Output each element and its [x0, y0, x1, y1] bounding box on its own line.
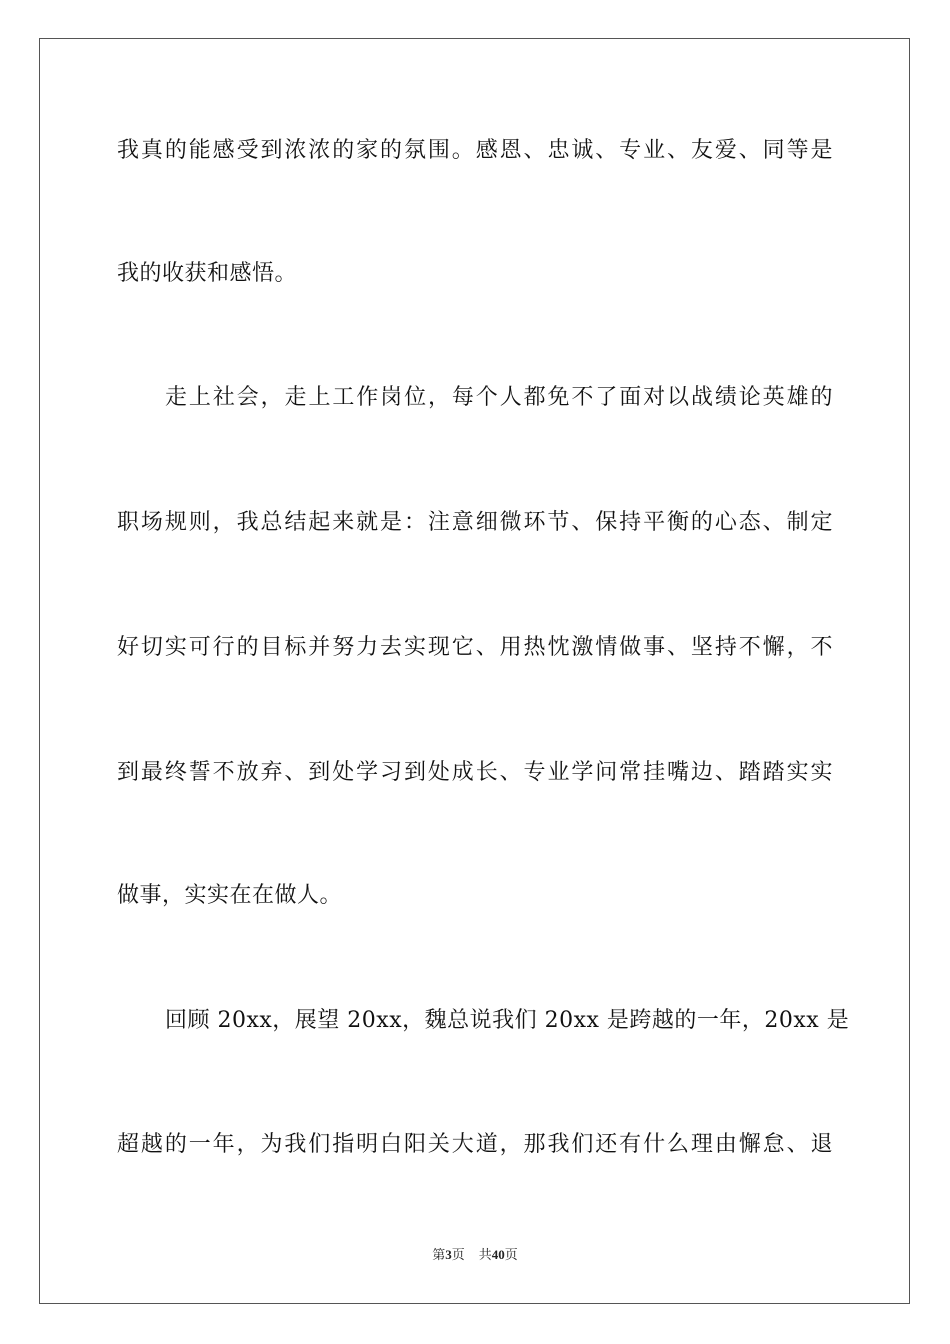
footer-page-prefix: 第: [432, 1248, 446, 1263]
text-line-8: 回顾 20xx，展望 20xx，魏总说我们 20xx 是跨越的一年，20xx 是: [165, 1008, 850, 1033]
page-border: [39, 38, 910, 1304]
text-line-7: 做事，实实在在做人。: [117, 883, 343, 908]
text-line-9: 超越的一年，为我们指明白阳关大道，那我们还有什么理由懈怠、退: [117, 1132, 833, 1157]
text-line-3: 走上社会，走上工作岗位，每个人都免不了面对以战绩论英雄的: [165, 385, 833, 410]
text-line-6: 到最终誓不放弃、到处学习到处成长、专业学问常挂嘴边、踏踏实实: [117, 760, 833, 785]
text-line-2: 我的收获和感悟。: [117, 261, 298, 286]
page-footer: [0, 1246, 950, 1265]
text-line-5: 好切实可行的目标并努力去实现它、用热忱激情做事、坚持不懈，不: [117, 635, 833, 660]
footer-total-suffix: 页: [504, 1248, 518, 1263]
footer-current-page: 3: [445, 1247, 452, 1262]
text-line-1: 我真的能感受到浓浓的家的氛围。感恩、忠诚、专业、友爱、同等是: [117, 138, 833, 163]
footer-total-prefix: 共: [478, 1248, 492, 1263]
footer-page-suffix: 页: [451, 1248, 465, 1263]
text-line-4: 职场规则，我总结起来就是：注意细微环节、保持平衡的心态、制定: [117, 510, 833, 535]
footer-total-pages: 40: [491, 1247, 505, 1262]
